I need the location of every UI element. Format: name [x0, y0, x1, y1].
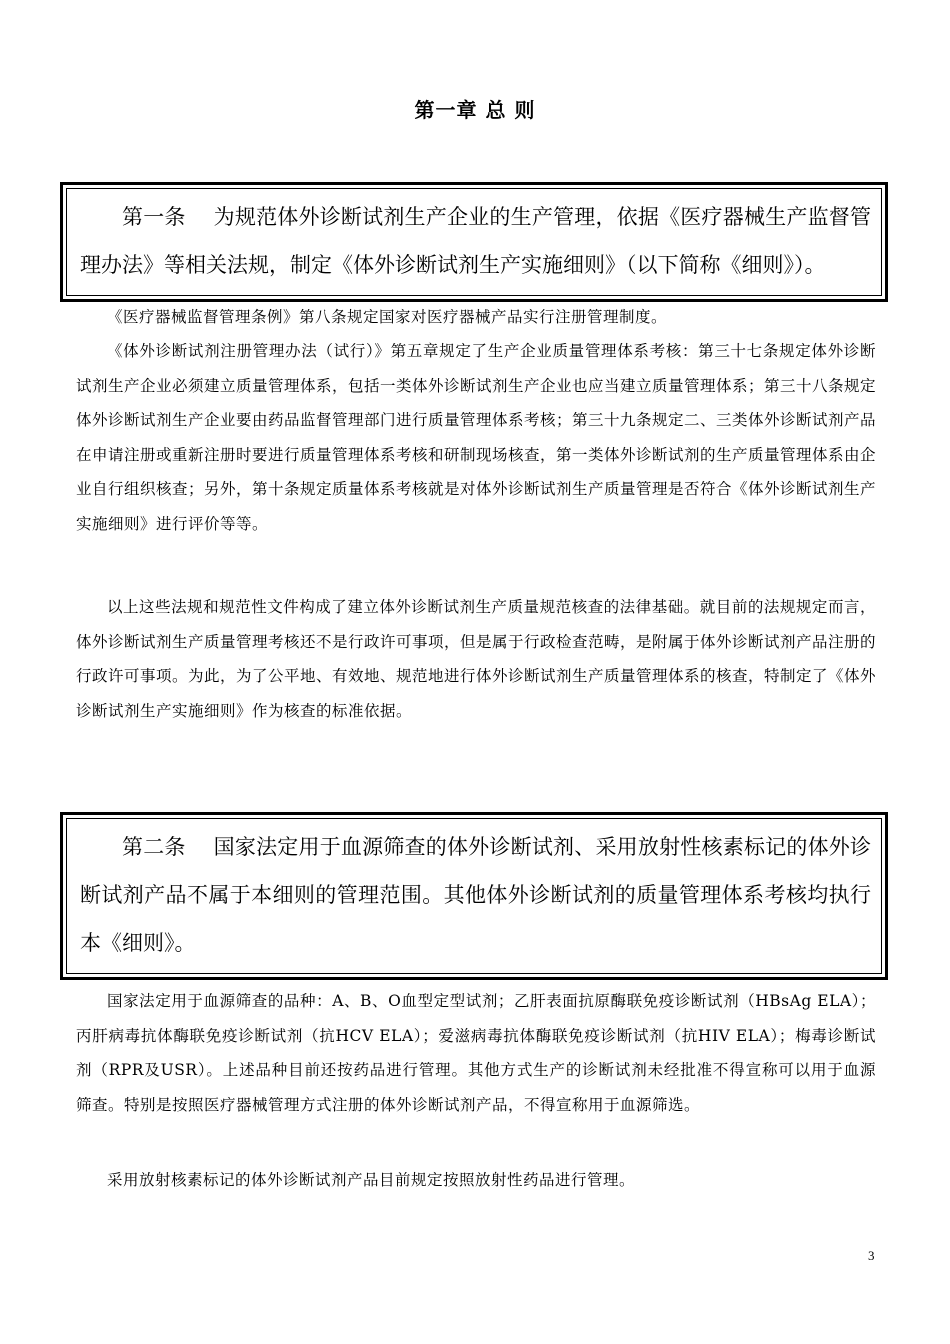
page-number: 3	[868, 1248, 875, 1263]
article-1-number: 第一条	[122, 205, 186, 229]
article-1-text: 为规范体外诊断试剂生产企业的生产管理，依据《医疗器械生产监督管理办法》等相关法规，制定《体外诊断试剂生产实施细则》（以下简称《细则》）。	[80, 205, 872, 277]
article-2-number: 第二条	[122, 835, 186, 859]
article-1-content	[66, 188, 882, 296]
explanation-paragraph-1: 《医疗器械监督管理条例》第八条规定国家对医疗器械产品实行注册管理制度。	[107, 308, 668, 326]
article-2-box	[60, 812, 888, 980]
explanation-paragraph-4: 国家法定用于血源筛查的品种：A、B、O血型定型试剂；乙肝表面抗原酶联免疫诊断试剂（HBsAg ELA）；丙肝病毒抗体酶联免疫诊断试剂（抗HCV ELA）；爱滋病毒抗体酶联免疫诊断试剂（抗HIV ELA）；梅毒诊断试剂（RPR及USR）。上述品种目前还按药品进行管理。其他方式生产的诊断试剂未经批准不得宣称可以用于血源筛查。特别是按照医疗器械管理方式注册的体外诊断试剂产品，不得宣称用于血源筛选。	[76, 992, 876, 1114]
article-1-box	[60, 182, 888, 302]
article-2-text: 国家法定用于血源筛查的体外诊断试剂、采用放射性核素标记的体外诊断试剂产品不属于本细则的管理范围。其他体外诊断试剂的质量管理体系考核均执行本《细则》。	[80, 835, 872, 955]
explanation-paragraph-3: 以上这些法规和规范性文件构成了建立体外诊断试剂生产质量规范核查的法律基础。就目前的法规规定而言，体外诊断试剂生产质量管理考核还不是行政许可事项，但是属于行政检查范畴，是附属于体外诊断试剂产品注册的行政许可事项。为此，为了公平地、有效地、规范地进行体外诊断试剂生产质量管理体系的核查，特制定了《体外诊断试剂生产实施细则》作为核查的标准依据。	[76, 598, 877, 720]
explanation-paragraph-2: 《体外诊断试剂注册管理办法（试行）》第五章规定了生产企业质量管理体系考核：第三十七条规定体外诊断试剂生产企业必须建立质量管理体系，包括一类体外诊断试剂生产企业也应当建立质量管理体系；第三十八条规定体外诊断试剂生产企业要由药品监督管理部门进行质量管理体系考核；第三十九条规定二、三类体外诊断试剂产品在申请注册或重新注册时要进行质量管理体系考核和研制现场核查，第一类体外诊断试剂的生产质量管理体系由企业自行组织核查；另外，第十条规定质量体系考核就是对体外诊断试剂生产质量管理是否符合《体外诊断试剂生产实施细则》进行评价等等。	[76, 342, 877, 533]
explanation-paragraph-5: 采用放射核素标记的体外诊断试剂产品目前规定按照放射性药品进行管理。	[107, 1171, 636, 1189]
article-2-content	[66, 818, 882, 974]
chapter-title: 第一章 总 则	[414, 98, 536, 122]
